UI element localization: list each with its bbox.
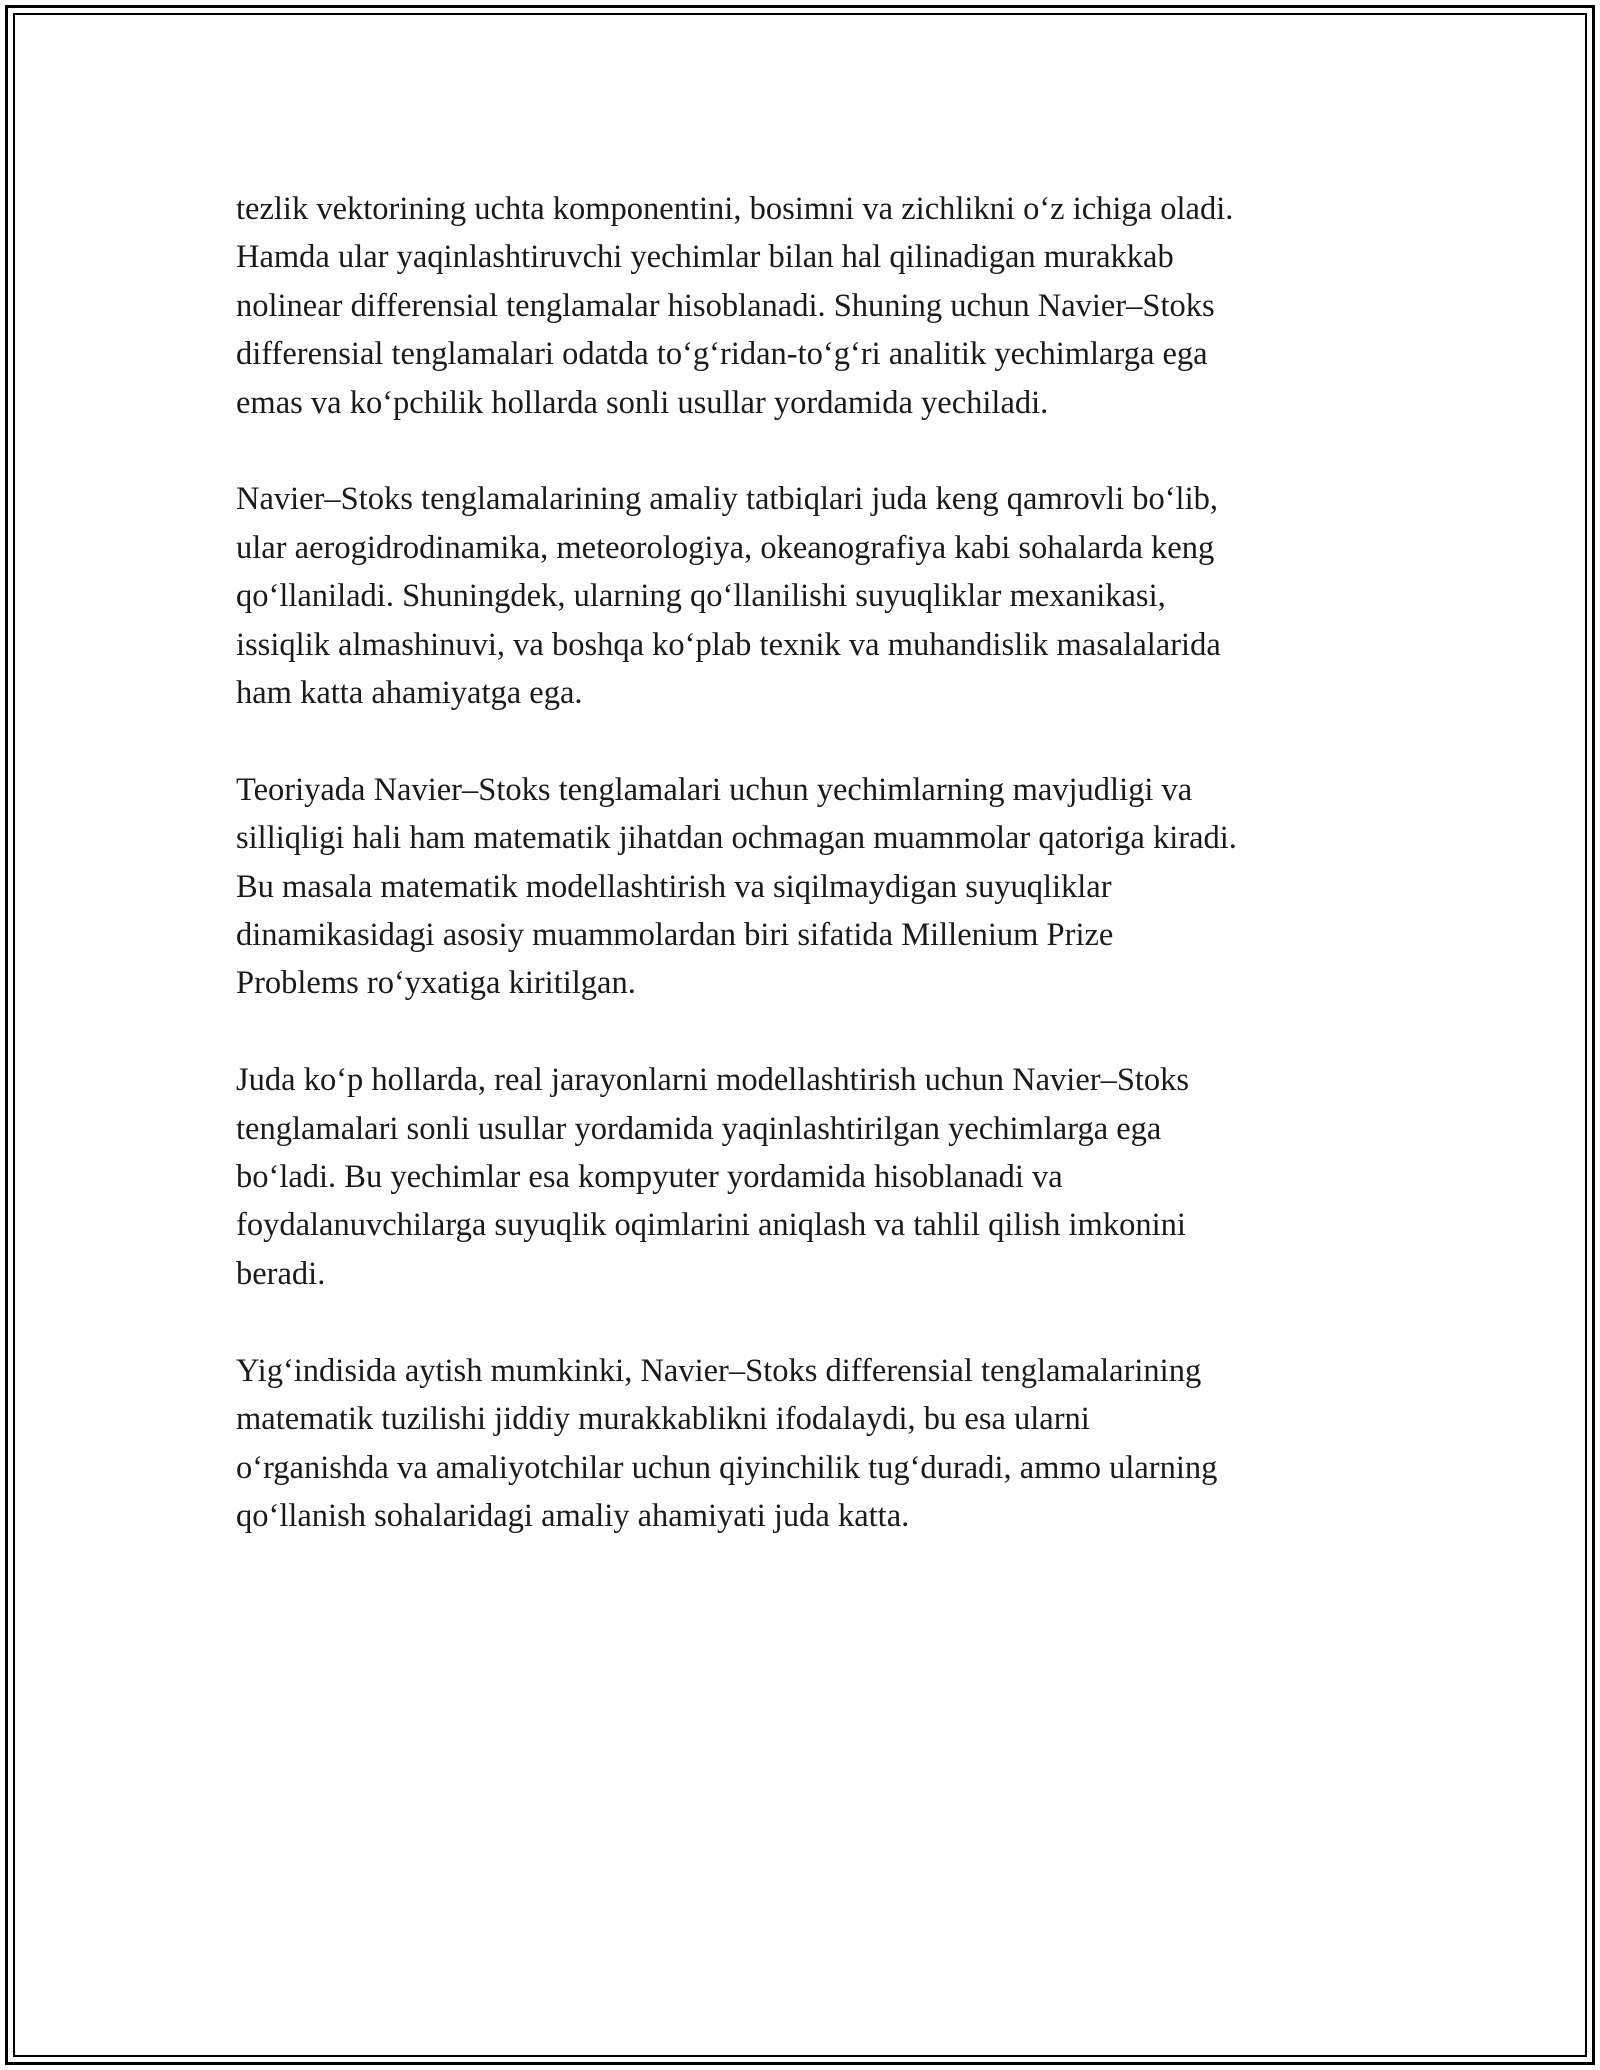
text-line: Bu masala matematik modellashtirish va siqilmaydigan suyuqliklar	[236, 868, 1112, 905]
text-line: Problems ro‘yxatiga kiritilgan.	[236, 965, 636, 1002]
text-line: foydalanuvchilarga suyuqlik oqimlarini aniqlash va tahlil qilish imkonini	[236, 1207, 1186, 1244]
text-line: o‘rganishda va amaliyotchilar uchun qiyinchilik tug‘duradi, ammo ularning	[236, 1449, 1218, 1486]
text-line: matematik tuzilishi jiddiy murakkablikni ifodalaydi, bu esa ularni	[236, 1401, 1090, 1438]
text-line: emas va ko‘pchilik hollarda sonli usullar yordamida yechiladi.	[236, 384, 1049, 421]
text-line: Hamda ular yaqinlashtiruvchi yechimlar bilan hal qilinadigan murakkab	[236, 239, 1174, 276]
paragraph-1	[236, 185, 1376, 427]
text-line: differensial tenglamalari odatda to‘g‘ridan-to‘g‘ri analitik yechimlarga ega	[236, 336, 1208, 373]
text-line: issiqlik almashinuvi, va boshqa ko‘plab texnik va muhandislik masalalarida	[236, 626, 1221, 663]
text-line: qo‘llanish sohalaridagi amaliy ahamiyati juda katta.	[236, 1497, 910, 1534]
document-body	[236, 185, 1376, 1589]
text-line: bo‘ladi. Bu yechimlar esa kompyuter yordamida hisoblanadi va	[236, 1159, 1063, 1196]
paragraph-2	[236, 475, 1376, 717]
paragraph-4	[236, 1056, 1376, 1298]
text-line: nolinear differensial tenglamalar hisoblanadi. Shuning uchun Navier–Stoks	[236, 287, 1215, 324]
text-line: Teoriyada Navier–Stoks tenglamalari uchun yechimlarning mavjudligi va	[236, 771, 1193, 808]
text-line: tenglamalari sonli usullar yordamida yaqinlashtirilgan yechimlarga ega	[236, 1110, 1162, 1147]
paragraph-3	[236, 766, 1376, 1008]
text-line: silliqligi hali ham matematik jihatdan ochmagan muammolar qatoriga kiradi.	[236, 820, 1237, 857]
paragraph-5	[236, 1347, 1376, 1541]
text-line: ham katta ahamiyatga ega.	[236, 675, 583, 712]
text-line: qo‘llaniladi. Shuningdek, ularning qo‘llanilishi suyuqliklar mexanikasi,	[236, 578, 1166, 615]
text-line: ular aerogidrodinamika, meteorologiya, okeanografiya kabi sohalarda keng	[236, 529, 1215, 566]
text-line: tezlik vektorining uchta komponentini, bosimni va zichlikni o‘z ichiga oladi.	[236, 191, 1234, 227]
text-line: beradi.	[236, 1255, 326, 1292]
text-line: Navier–Stoks tenglamalarining amaliy tatbiqlari juda keng qamrovli bo‘lib,	[236, 481, 1218, 518]
text-line: Yig‘indisida aytish mumkinki, Navier–Stoks differensial tenglamalarining	[236, 1352, 1202, 1389]
text-line: dinamikasidagi asosiy muammolardan biri sifatida Millenium Prize	[236, 917, 1114, 954]
text-line: Juda ko‘p hollarda, real jarayonlarni modellashtirish uchun Navier–Stoks	[236, 1062, 1190, 1099]
